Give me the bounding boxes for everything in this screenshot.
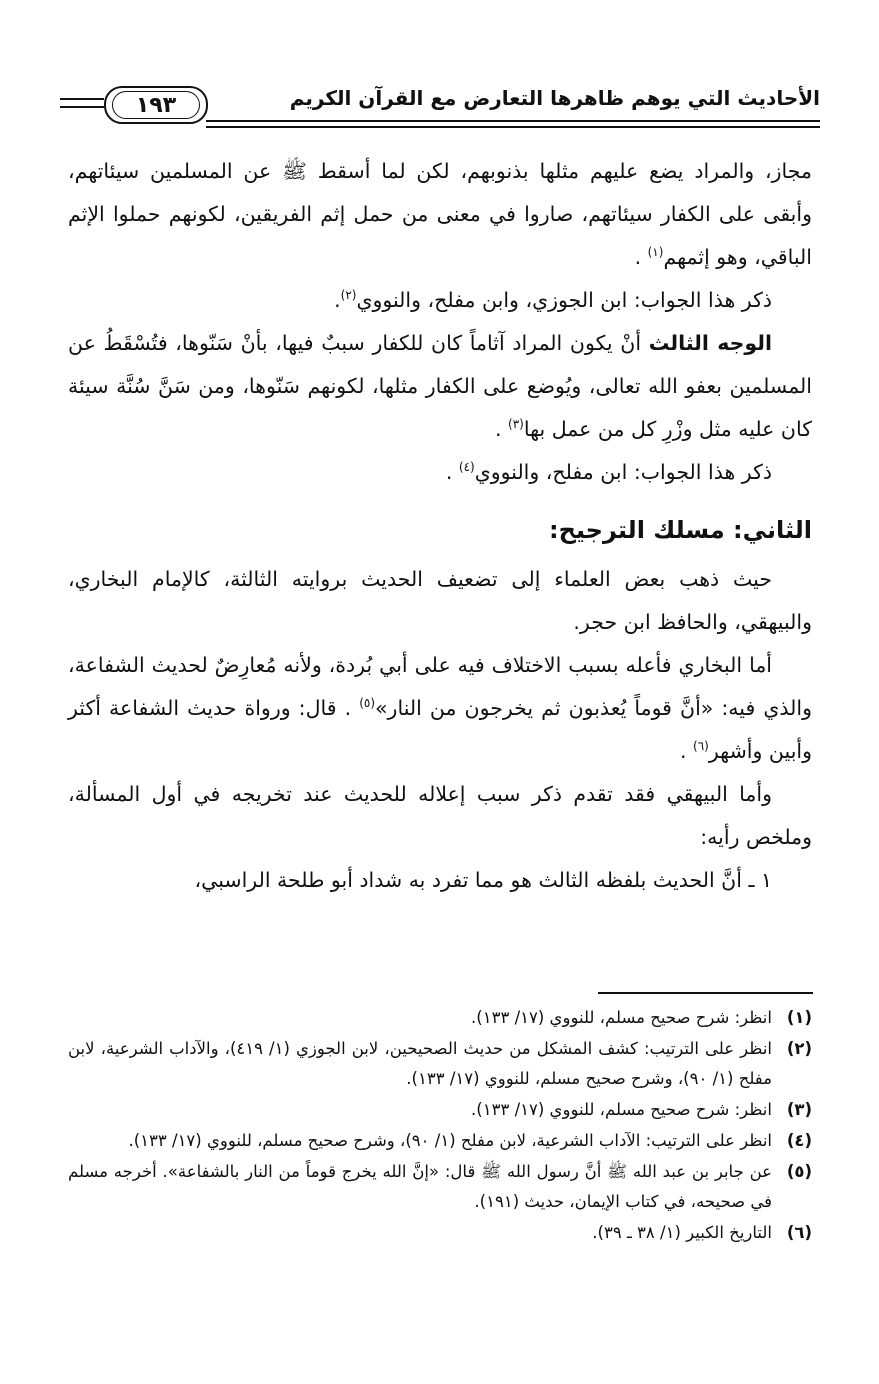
- paragraph-text: ذكر هذا الجواب: ابن الجوزي، وابن مفلح، والنووي: [356, 288, 772, 312]
- section-heading: الثاني: مسلك الترجيح:: [548, 516, 812, 544]
- page-header: [60, 78, 820, 134]
- paragraph: ذكر هذا الجواب: ابن الجوزي، وابن مفلح، والنووي$^{(٢)}$.: [334, 288, 772, 312]
- main-text: [68, 150, 812, 902]
- running-title: الأحاديث التي يوهم ظاهرها التعارض مع القرآن الكريم: [289, 86, 820, 110]
- paragraph-text: أنْ يكون المراد آثاماً كان للكفار سببٌ فيها، بأنْ سَنّوها، فتُسْقَطُ عن المسلمين بعفو الله تعالى، ويُوضع على الكفار مثلها، لكونهم سَنّوها، ومن سَنَّ سُنَّة سيئة كان عليه مثل وزْرِ كل من عمل بها: [68, 331, 812, 441]
- paragraph: ١ ـ أنَّ الحديث بلفظه الثالث هو مما تفرد به شداد أبو طلحة الراسبي،: [194, 868, 772, 892]
- paragraph: الوجه الثالث أنْ يكون المراد آثاماً كان للكفار سببٌ فيها، بأنْ سَنّوها، فتُسْقَطُ عن المسلمين بعفو الله تعالى، ويُوضع على الكفار مثلها، لكونهم سَنّوها، ومن سَنَّ سُنَّة سيئة كان عليه مثل وزْرِ كل من عمل بها$^{(٣)}$ .: [68, 331, 812, 441]
- paragraph: حيث ذهب بعض العلماء إلى تضعيف الحديث بروايته الثالثة، كالإمام البخاري، والبيهقي، والحافظ ابن حجر.: [68, 567, 812, 634]
- paragraph: مجاز، والمراد يضع عليهم مثلها بذنوبهم، لكن لما أسقط ﷺ عن المسلمين سيئاتهم، وأبقى على الكفار سيئاتهم، صاروا في معنى من حمل إثم الفريقين، لكونهم حملوا الإثم الباقي، وهو إثمهم$^{(١)}$ .: [68, 159, 812, 269]
- footnote-number: (١): [786, 1008, 812, 1027]
- paragraph: ذكر هذا الجواب: ابن مفلح، والنووي$^{(٤)}$ .: [445, 460, 772, 484]
- footnote-number: (٣): [786, 1100, 812, 1119]
- footnote: [68, 1034, 812, 1094]
- bold-lead: الوجه الثالث: [648, 331, 772, 355]
- footnote-text: عن جابر بن عبد الله ﷺ أنَّ رسول الله ﷺ قال: «إنَّ الله يخرج قوماً من النار بالشفاعة». أخرجه مسلم في صحيحه، في كتاب الإيمان، حديث (١٩١).: [68, 1162, 772, 1211]
- footnote: [68, 1157, 812, 1217]
- footnote-text: انظر على الترتيب: كشف المشكل من حديث الصحيحين، لابن الجوزي (١/ ٤١٩)، والآداب الشرعية، لابن مفلح (١/ ٩٠)، وشرح صحيح مسلم، للنووي (١٧/ ١٣٣).: [68, 1039, 772, 1088]
- paragraph-text: ذكر هذا الجواب: ابن مفلح، والنووي: [474, 460, 772, 484]
- footnote: [68, 1218, 812, 1248]
- footnote: [68, 1003, 812, 1033]
- footnote: [68, 1126, 812, 1156]
- footnote-ref: (٤): [458, 460, 475, 475]
- footnote: [68, 1095, 812, 1125]
- header-rule: [206, 120, 820, 122]
- header-rule: [60, 106, 104, 108]
- footnote-number: (٥): [786, 1162, 812, 1181]
- header-rule: [60, 98, 104, 100]
- footnote-number: (٢): [786, 1039, 812, 1058]
- footnote-text: التاريخ الكبير (١/ ٣٨ ـ ٣٩).: [592, 1223, 772, 1242]
- page-number: ١٩٣: [104, 86, 208, 124]
- paragraph-text: قال: ورواة حديث الشفاعة أكثر وأبين وأشهر: [68, 696, 812, 763]
- footnote-ref: (١): [647, 245, 664, 260]
- footnote-ref: (٢): [340, 288, 357, 303]
- paragraph-text: مجاز، والمراد يضع عليهم مثلها بذنوبهم، لكن لما أسقط ﷺ عن المسلمين سيئاتهم، وأبقى على الكفار سيئاتهم، صاروا في معنى من حمل إثم الفريقين، لكونهم حملوا الإثم الباقي، وهو إثمهم: [68, 159, 812, 269]
- header-rule: [206, 126, 820, 128]
- footnote-number: (٤): [786, 1131, 812, 1150]
- paragraph: أما البخاري فأعله بسبب الاختلاف فيه على أبي بُردة، ولأنه مُعارِضٌ لحديث الشفاعة، والذي فيه: «أنَّ قوماً يُعذبون ثم يخرجون من النار»$^{(٥)}$ . قال: ورواة حديث الشفاعة أكثر وأبين وأشهر$^{(٦)}$ .: [68, 653, 812, 763]
- footnote-ref: (٥): [359, 696, 376, 711]
- footnote-ref: (٣): [508, 417, 524, 432]
- paragraph: وأما البيهقي فقد تقدم ذكر سبب إعلاله للحديث عند تخريجه في أول المسألة، وملخص رأيه:: [68, 782, 812, 849]
- footnotes: [68, 1002, 812, 1249]
- footnote-ref: (٦): [693, 739, 709, 754]
- footnote-text: انظر: شرح صحيح مسلم، للنووي (١٧/ ١٣٣).: [471, 1008, 772, 1027]
- footnote-separator: [598, 992, 813, 994]
- footnote-text: انظر على الترتيب: الآداب الشرعية، لابن مفلح (١/ ٩٠)، وشرح صحيح مسلم، للنووي (١٧/ ١٣٣).: [128, 1131, 772, 1150]
- footnote-text: انظر: شرح صحيح مسلم، للنووي (١٧/ ١٣٣).: [471, 1100, 772, 1119]
- footnote-number: (٦): [786, 1223, 812, 1242]
- paragraph-text: أما البخاري فأعله بسبب الاختلاف فيه على أبي بُردة، ولأنه مُعارِضٌ لحديث الشفاعة، والذي فيه: «أنَّ قوماً يُعذبون ثم يخرجون من النار»: [68, 653, 812, 720]
